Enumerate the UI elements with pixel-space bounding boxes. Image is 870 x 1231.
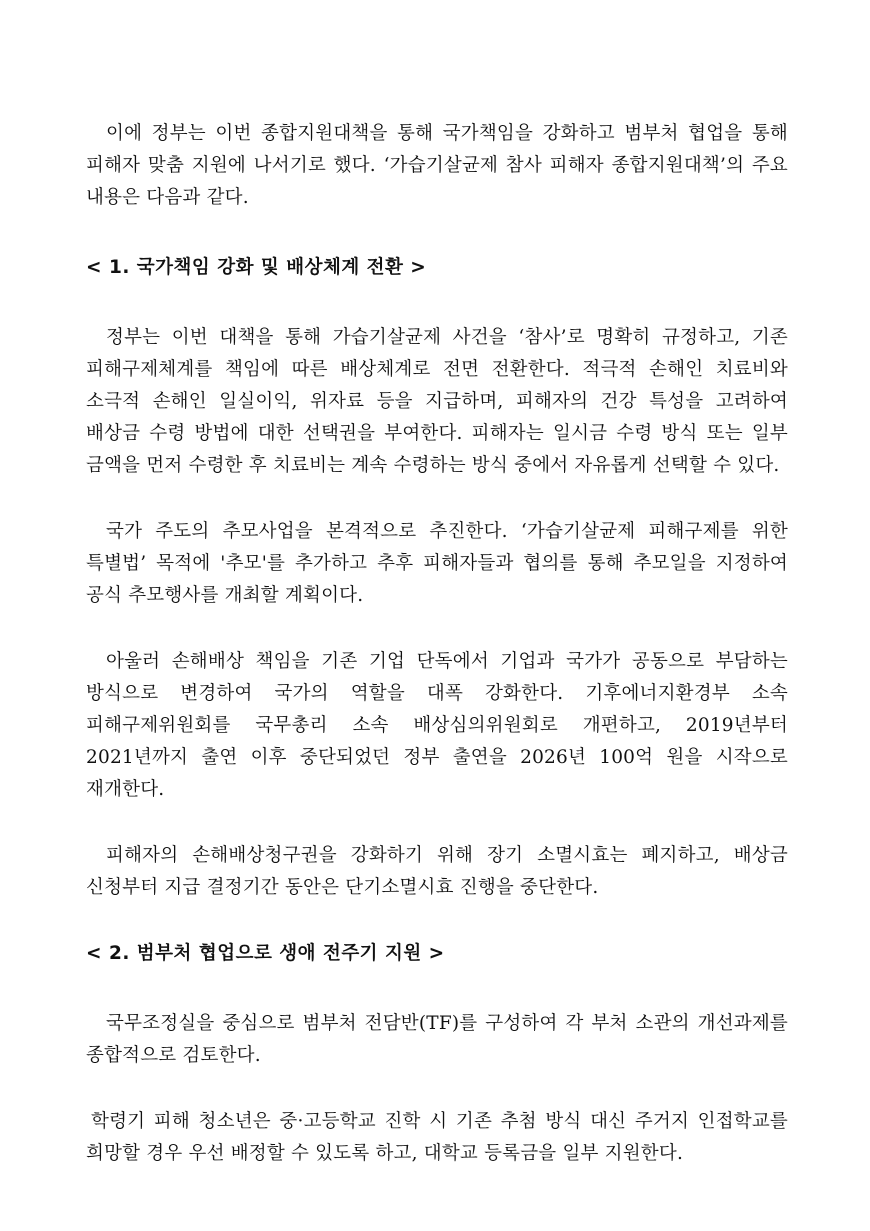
intro-paragraph: 이에 정부는 이번 종합지원대책을 통해 국가책임을 강화하고 범부처 협업을 통해 피해자 맞춤 지원에 나서기로 했다. ‘가습기살균제 참사 피해자 종합지원대책’의 주요 내용은 다음과 같다. [86,123,788,208]
section2-heading: < 2. 범부처 협업으로 생애 전주기 지원 > [86,943,445,964]
section1-paragraph-4: 피해자의 손해배상청구권을 강화하기 위해 장기 소멸시효는 폐지하고, 배상금 신청부터 지급 결정기간 동안은 단기소멸시효 진행을 중단한다. [86,845,788,898]
section2-paragraph-2: 학령기 피해 청소년은 중·고등학교 진학 시 기존 추첨 방식 대신 주거지 인접학교를 희망할 경우 우선 배정할 수 있도록 하고, 대학교 등록금을 일부 지원한다. [86,1111,788,1164]
section1-paragraph-3: 아울러 손해배상 책임을 기존 기업 단독에서 기업과 국가가 공동으로 부담하는 방식으로 변경하여 국가의 역할을 대폭 강화한다. 기후에너지환경부 소속 피해구제위원회를 국무총리 소속 배상심의위원회로 개편하고, 2019년부터 2021년까지 출연 이후 중단되었던 정부 출연을 2026년 100억 원을 시작으로 재개한다. [86,651,788,800]
section1-paragraph-1: 정부는 이번 대책을 통해 가습기살균제 사건을 ‘참사’로 명확히 규정하고, 기존 피해구제체계를 책임에 따른 배상체계로 전면 전환한다. 적극적 손해인 치료비와 소극적 손해인 일실이익, 위자료 등을 지급하며, 피해자의 건강 특성을 고려하여 배상금 수령 방법에 대한 선택권을 부여한다. 피해자는 일시금 수령 방식 또는 일부 금액을 먼저 수령한 후 치료비는 계속 수령하는 방식 중에서 자유롭게 선택할 수 있다. [86,327,788,476]
section1-paragraph-2: 국가 주도의 추모사업을 본격적으로 추진한다. ‘가습기살균제 피해구제를 위한 특별법’ 목적에 '추모'를 추가하고 추후 피해자들과 협의를 통해 추모일을 지정하여 공식 추모행사를 개최할 계획이다. [86,521,788,606]
section1-heading: < 1. 국가책임 강화 및 배상체계 전환 > [86,257,427,278]
section2-paragraph-1: 국무조정실을 중심으로 범부처 전담반(TF)를 구성하여 각 부처 소관의 개선과제를 종합적으로 검토한다. [86,1013,788,1066]
